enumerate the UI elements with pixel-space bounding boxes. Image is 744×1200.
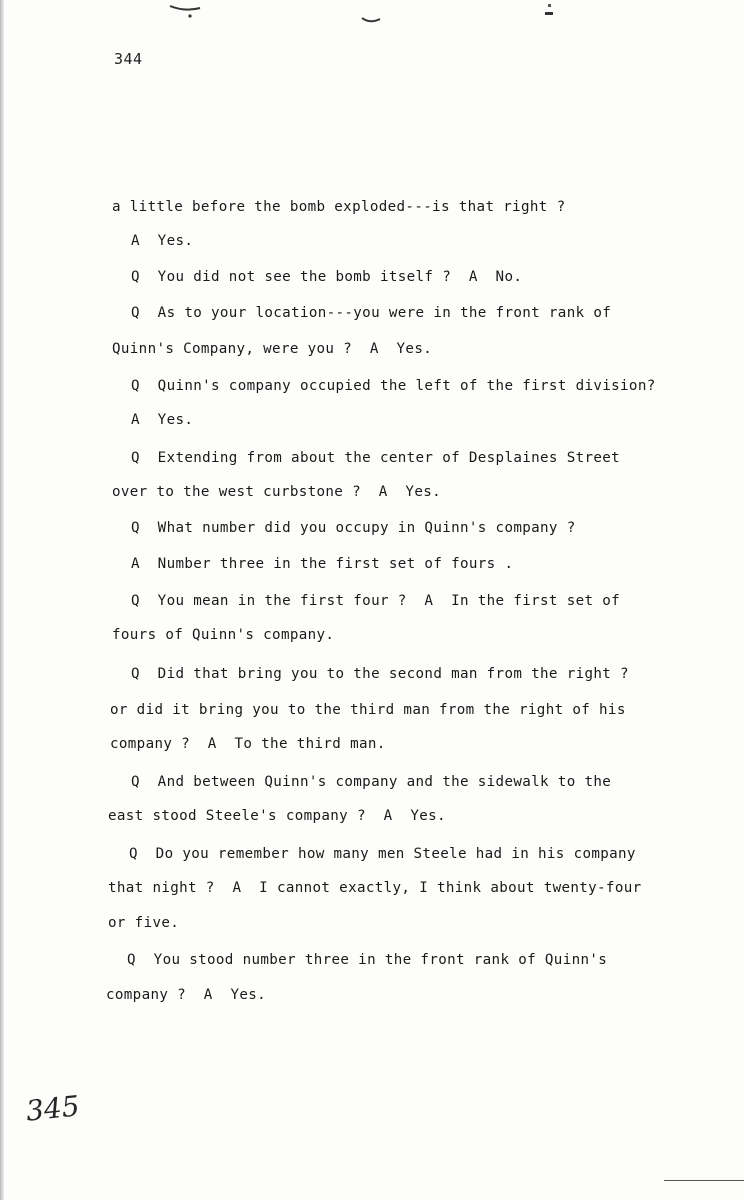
text-line: A Yes. xyxy=(131,412,194,428)
text-line: A Yes. xyxy=(131,233,194,249)
text-line: or five. xyxy=(108,915,180,931)
text-line: Q Do you remember how many men Steele had in his company xyxy=(129,846,636,862)
text-line: A Number three in the first set of fours . xyxy=(131,556,514,572)
scan-artifacts xyxy=(0,0,744,30)
text-line: Q Did that bring you to the second man from the right ? xyxy=(131,666,629,682)
text-line: that night ? A I cannot exactly, I think about twenty-four xyxy=(108,880,642,896)
text-line: Q And between Quinn's company and the sidewalk to the xyxy=(131,774,612,790)
text-line: a little before the bomb exploded---is that right ? xyxy=(112,199,566,215)
text-line: company ? A Yes. xyxy=(106,987,267,1003)
text-line: east stood Steele's company ? A Yes. xyxy=(108,808,446,824)
bottom-edge-mark xyxy=(664,1180,744,1181)
text-line: Q As to your location---you were in the front rank of xyxy=(131,305,612,321)
text-line: Q Quinn's company occupied the left of the first division? xyxy=(131,378,656,394)
text-line: Q Extending from about the center of Desplaines Street xyxy=(131,450,621,466)
text-line: Q What number did you occupy in Quinn's company ? xyxy=(131,520,576,536)
text-line: Q You mean in the first four ? A In the first set of xyxy=(131,593,621,609)
text-line: Q You did not see the bomb itself ? A No. xyxy=(131,269,523,285)
text-line: Quinn's Company, were you ? A Yes. xyxy=(112,341,433,357)
text-line: fours of Quinn's company. xyxy=(112,627,335,643)
page-number: 344 xyxy=(114,50,143,68)
handwritten-page-number: 345 xyxy=(24,1089,82,1128)
text-line: over to the west curbstone ? A Yes. xyxy=(112,484,441,500)
text-line: company ? A To the third man. xyxy=(110,736,386,752)
page-edge-shadow xyxy=(0,0,4,1200)
text-line: or did it bring you to the third man from the right of his xyxy=(110,702,626,718)
text-line: Q You stood number three in the front rank of Quinn's xyxy=(127,952,608,968)
